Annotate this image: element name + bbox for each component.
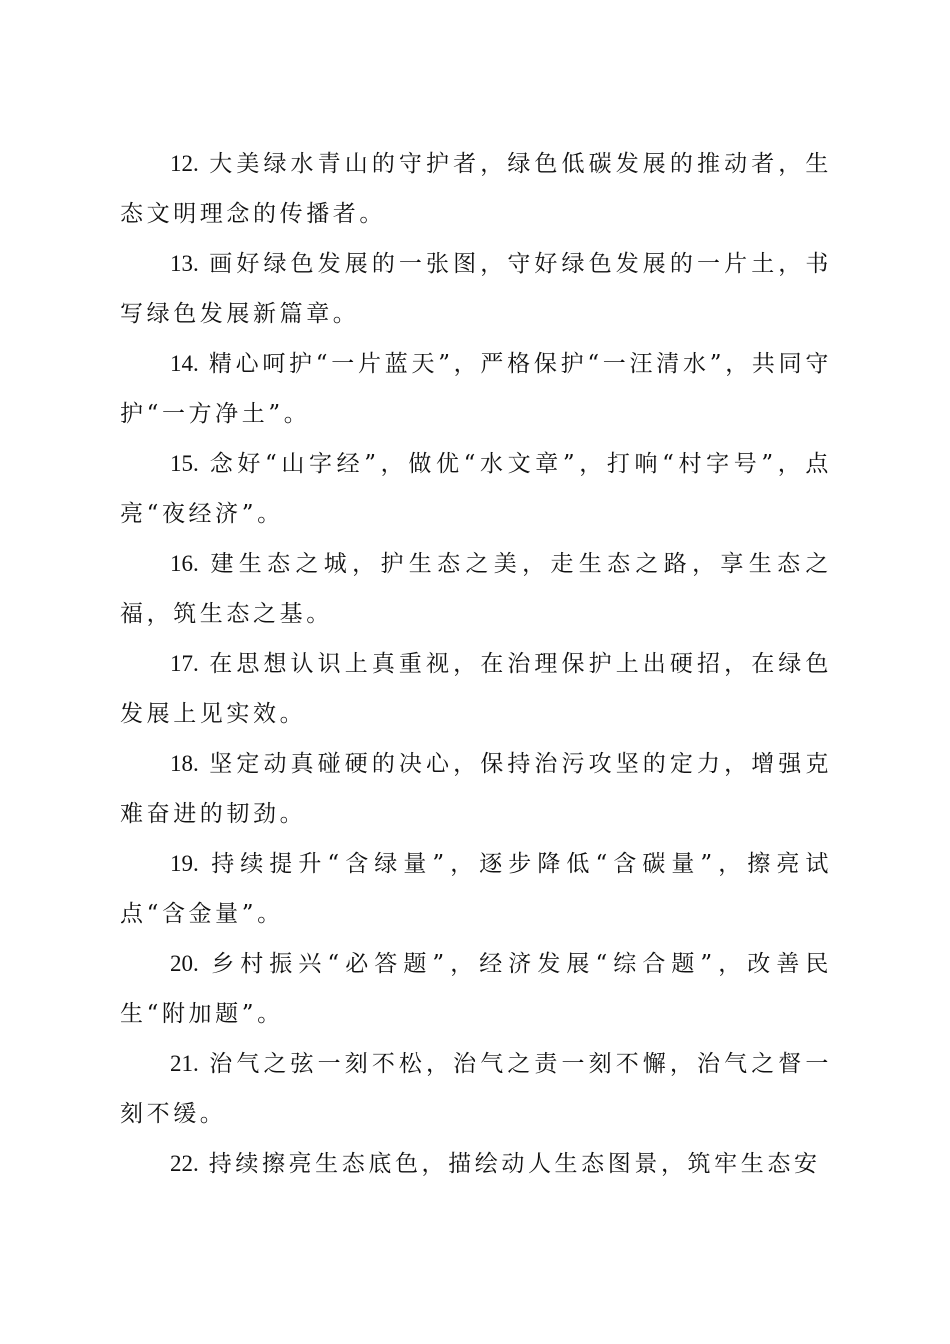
item-text: 念好“山字经”，做优“水文章”，打响“村字号”，点亮“夜经济”。: [120, 451, 832, 527]
item-text: 持续擦亮生态底色，描绘动人生态图景，筑牢生态安: [208, 1151, 821, 1177]
item-number: 21.: [170, 1051, 199, 1076]
item-text: 持续提升“含绿量”，逐步降低“含碳量”，擦亮试点“含金量”。: [120, 851, 832, 927]
list-item: [120, 139, 832, 239]
list-item: [120, 639, 832, 739]
item-number: 16.: [170, 551, 199, 576]
list-item: [120, 339, 832, 439]
item-number: 12.: [170, 151, 199, 176]
list-item: [120, 539, 832, 639]
item-number: 13.: [170, 251, 199, 276]
item-text: 画好绿色发展的一张图，守好绿色发展的一片土，书写绿色发展新篇章。: [120, 251, 832, 327]
item-text: 乡村振兴“必答题”，经济发展“综合题”，改善民生“附加题”。: [120, 951, 832, 1027]
item-number: 22.: [170, 1151, 199, 1176]
item-text: 精心呵护“一片蓝天”，严格保护“一汪清水”，共同守护“一方净土”。: [120, 351, 832, 427]
list-item: [120, 1139, 832, 1189]
item-number: 19.: [170, 851, 199, 876]
list-item: [120, 939, 832, 1039]
item-text: 治气之弦一刻不松，治气之责一刻不懈，治气之督一刻不缓。: [120, 1051, 832, 1127]
list-item: [120, 1039, 832, 1139]
item-number: 17.: [170, 651, 199, 676]
list-item: [120, 739, 832, 839]
item-number: 20.: [170, 951, 199, 976]
item-text: 坚定动真碰硬的决心，保持治污攻坚的定力，增强克难奋进的韧劲。: [120, 751, 832, 827]
list-item: [120, 239, 832, 339]
list-item: [120, 839, 832, 939]
document-body: [120, 139, 832, 1189]
item-text: 大美绿水青山的守护者，绿色低碳发展的推动者，生态文明理念的传播者。: [120, 151, 832, 227]
item-text: 建生态之城，护生态之美，走生态之路，享生态之福，筑生态之基。: [120, 551, 832, 627]
item-number: 18.: [170, 751, 199, 776]
item-text: 在思想认识上真重视，在治理保护上出硬招，在绿色发展上见实效。: [120, 651, 832, 727]
item-number: 15.: [170, 451, 199, 476]
list-item: [120, 439, 832, 539]
item-number: 14.: [170, 351, 199, 376]
